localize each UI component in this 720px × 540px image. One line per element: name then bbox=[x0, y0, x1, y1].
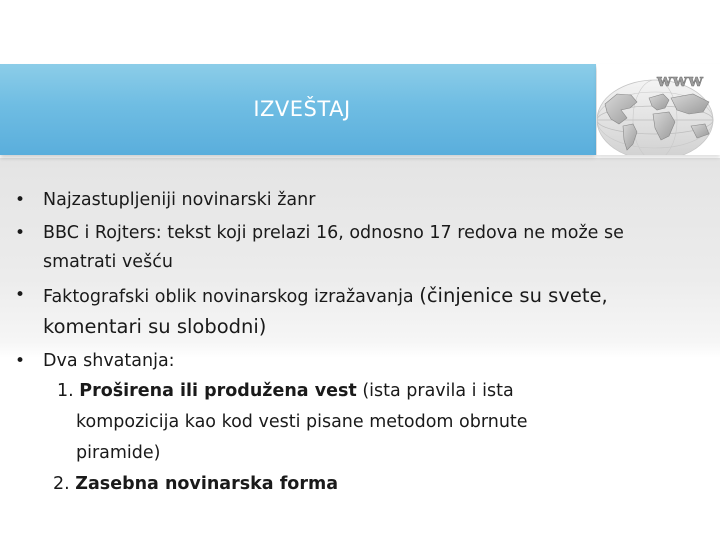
sub-item-number: 1. bbox=[57, 381, 74, 401]
sub-item-text: kompozicija kao kod vesti pisane metodom obrnute bbox=[76, 412, 528, 432]
bullet-list bbox=[0, 186, 720, 500]
sub-item-2 bbox=[0, 469, 720, 500]
sub-item-number: 2. bbox=[53, 474, 70, 494]
slide-title: IZVEŠTAJ bbox=[253, 97, 351, 121]
bullet-text: Najzastupljeniji novinarski žanr bbox=[43, 190, 316, 210]
bullet-text: BBC i Rojters: tekst koji prelazi 16, odnosno 17 redova ne može se smatrati vešću bbox=[43, 223, 624, 272]
bullet-item-4 bbox=[0, 347, 720, 376]
www-globe-logo bbox=[597, 64, 720, 155]
bullet-icon: • bbox=[15, 190, 26, 210]
bullet-icon: • bbox=[15, 223, 26, 243]
title-bar bbox=[0, 64, 596, 155]
bullet-item-3 bbox=[0, 281, 720, 343]
sub-item-1-continuation bbox=[0, 438, 720, 469]
sub-item-1-continuation bbox=[0, 407, 720, 438]
sub-item-text: (ista pravila i ista bbox=[356, 381, 514, 401]
bullet-text-emphasis: (činjenice su svete, komentari su slobodni) bbox=[43, 284, 608, 338]
sub-item-1 bbox=[0, 376, 720, 407]
www-logo-text: www bbox=[657, 71, 704, 91]
bullet-icon: • bbox=[15, 351, 26, 371]
sub-item-bold: Zasebna novinarska forma bbox=[75, 474, 339, 494]
sub-item-bold: Proširena ili produžena vest bbox=[79, 381, 357, 401]
bullet-text: Faktografski oblik novinarskog izražavanja bbox=[43, 287, 420, 307]
globe-icon bbox=[597, 64, 720, 155]
sub-item-text: piramide) bbox=[76, 443, 161, 463]
bullet-text: Dva shvatanja: bbox=[43, 351, 175, 371]
bullet-item-2 bbox=[0, 219, 720, 277]
bullet-item-1 bbox=[0, 186, 720, 215]
bullet-icon: • bbox=[15, 285, 26, 305]
